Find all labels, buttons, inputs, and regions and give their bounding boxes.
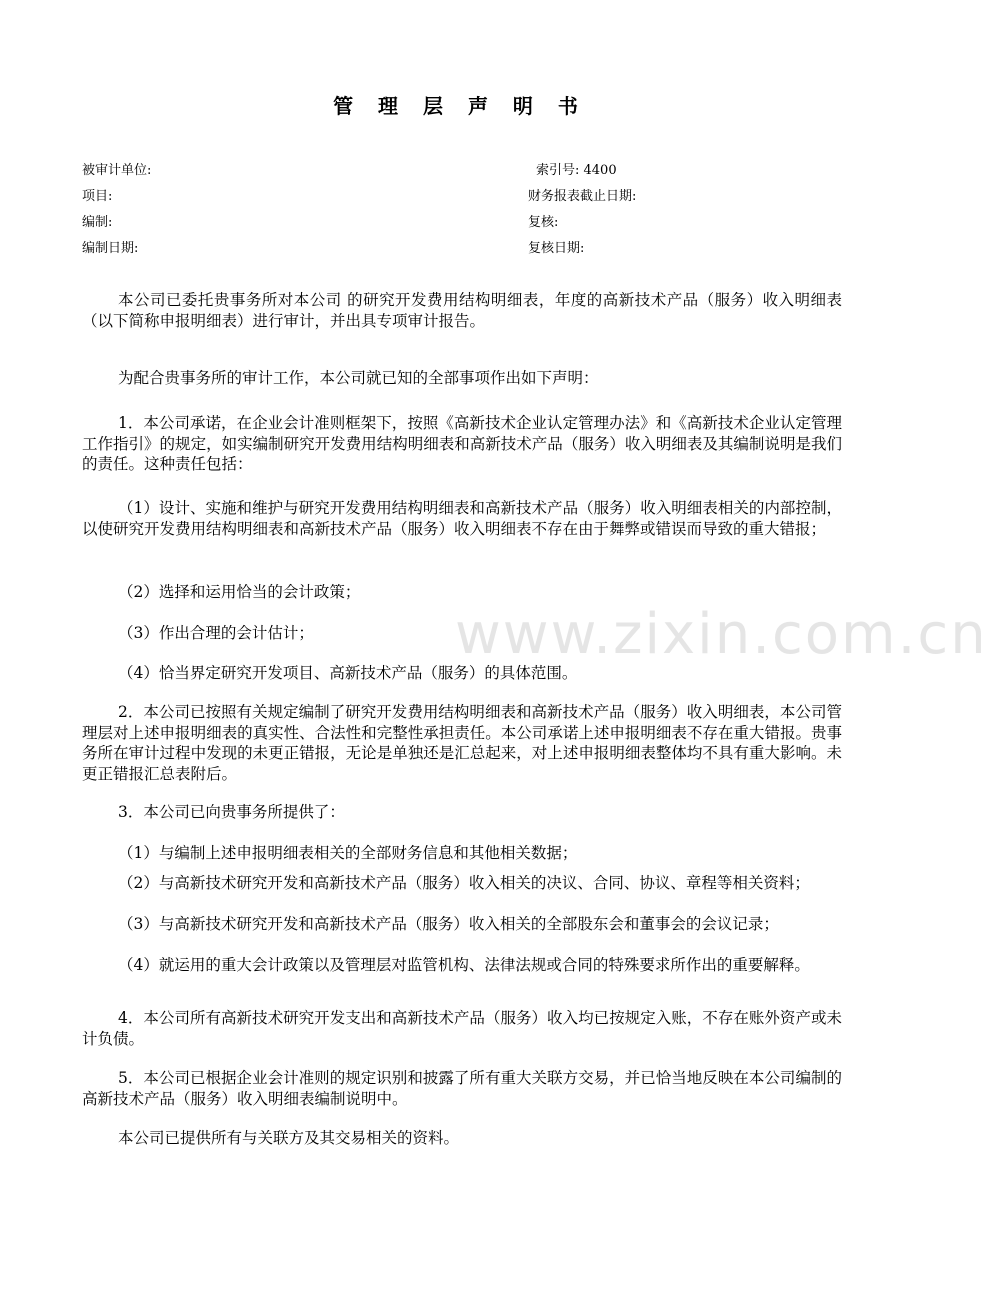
paragraph-text: （3）作出合理的会计估计； — [118, 624, 314, 642]
prepared-date-label: 编制日期: — [82, 241, 139, 256]
paragraph-3 — [82, 413, 842, 475]
paragraph-text: （4）就运用的重大会计政策以及管理层对监管机构、法律法规或合同的特殊要求所作出的重要解释。 — [118, 956, 810, 974]
paragraph-text: （2）与高新技术研究开发和高新技术产品（服务）收入相关的决议、合同、协议、章程等相关资料； — [118, 874, 810, 892]
paragraph-text: 1．本公司承诺，在企业会计准则框架下，按照《高新技术企业认定管理办法》和《高新技术企业认定管理工作指引》的规定，如实编制研究开发费用结构明细表和高新技术产品（服务）收入明细表及其编制说明是我们的责任。这种责任包括： — [82, 414, 842, 473]
paragraph-13 — [82, 955, 842, 976]
paragraph-4 — [82, 498, 842, 539]
paragraph-7 — [82, 663, 842, 684]
paragraph-text: （2）选择和运用恰当的会计政策； — [118, 583, 361, 601]
paragraph-14 — [82, 1008, 842, 1049]
index-number: 索引号: 4400 — [536, 163, 617, 178]
paragraph-5 — [82, 582, 842, 603]
header-info-left — [82, 158, 482, 262]
project-label: 项目: — [82, 189, 113, 204]
paragraph-text: 本公司已提供所有与关联方及其交易相关的资料。 — [118, 1129, 460, 1147]
paragraph-text: 为配合贵事务所的审计工作，本公司就已知的全部事项作出如下声明： — [118, 369, 599, 387]
paragraph-6 — [82, 623, 842, 644]
audited-unit-label: 被审计单位: — [82, 163, 152, 178]
paragraph-text: 2．本公司已按照有关规定编制了研究开发费用结构明细表和高新技术产品（服务）收入明细表，本公司管理层对上述申报明细表的真实性、合法性和完整性承担责任。本公司承诺上述申报明细表不存在重大错报。贵事务所在审计过程中发现的未更正错报，无论是单独还是汇总起来，对上述申报明细表整体均不具有重大影响。未更正错报汇总表附后。 — [82, 703, 842, 783]
paragraph-10 — [82, 843, 842, 864]
review-date-label: 复核日期: — [528, 241, 585, 256]
watermark: www.zixin.com.cn — [455, 602, 988, 667]
reviewer-label: 复核: — [528, 215, 559, 230]
paragraph-text: （3）与高新技术研究开发和高新技术产品（服务）收入相关的全部股东会和董事会的会议记录； — [118, 915, 779, 933]
prepared-by-label: 编制: — [82, 215, 113, 230]
paragraph-8 — [82, 702, 842, 784]
paragraph-text: （1）设计、实施和维护与研究开发费用结构明细表和高新技术产品（服务）收入明细表相关的内部控制，以使研究开发费用结构明细表和高新技术产品（服务）收入明细表不存在由于舞弊或错误而导致的重大错报； — [82, 499, 842, 538]
header-info-right — [528, 158, 848, 262]
document-title: 管 理 层 声 明 书 — [333, 94, 587, 118]
paragraph-text: 本公司已委托贵事务所对本公司 的研究开发费用结构明细表，年度的高新技术产品（服务）收入明细表（以下简称申报明细表）进行审计，并出具专项审计报告。 — [82, 291, 842, 330]
paragraph-1 — [82, 290, 842, 331]
paragraph-2 — [82, 368, 842, 389]
paragraph-15 — [82, 1068, 842, 1109]
paragraph-9 — [82, 802, 842, 823]
paragraph-16 — [82, 1128, 842, 1149]
paragraph-text: （1）与编制上述申报明细表相关的全部财务信息和其他相关数据； — [118, 844, 578, 862]
report-date-label: 财务报表截止日期: — [528, 189, 637, 204]
paragraph-text: 5．本公司已根据企业会计准则的规定识别和披露了所有重大关联方交易，并已恰当地反映在本公司编制的高新技术产品（服务）收入明细表编制说明中。 — [82, 1069, 842, 1108]
paragraph-11 — [82, 873, 842, 894]
paragraph-12 — [82, 914, 842, 935]
paragraph-text: 4．本公司所有高新技术研究开发支出和高新技术产品（服务）收入均已按规定入账，不存在账外资产或未计负债。 — [82, 1009, 842, 1048]
paragraph-text: 3．本公司已向贵事务所提供了： — [118, 803, 345, 821]
paragraph-text: （4）恰当界定研究开发项目、高新技术产品（服务）的具体范围。 — [118, 664, 578, 682]
